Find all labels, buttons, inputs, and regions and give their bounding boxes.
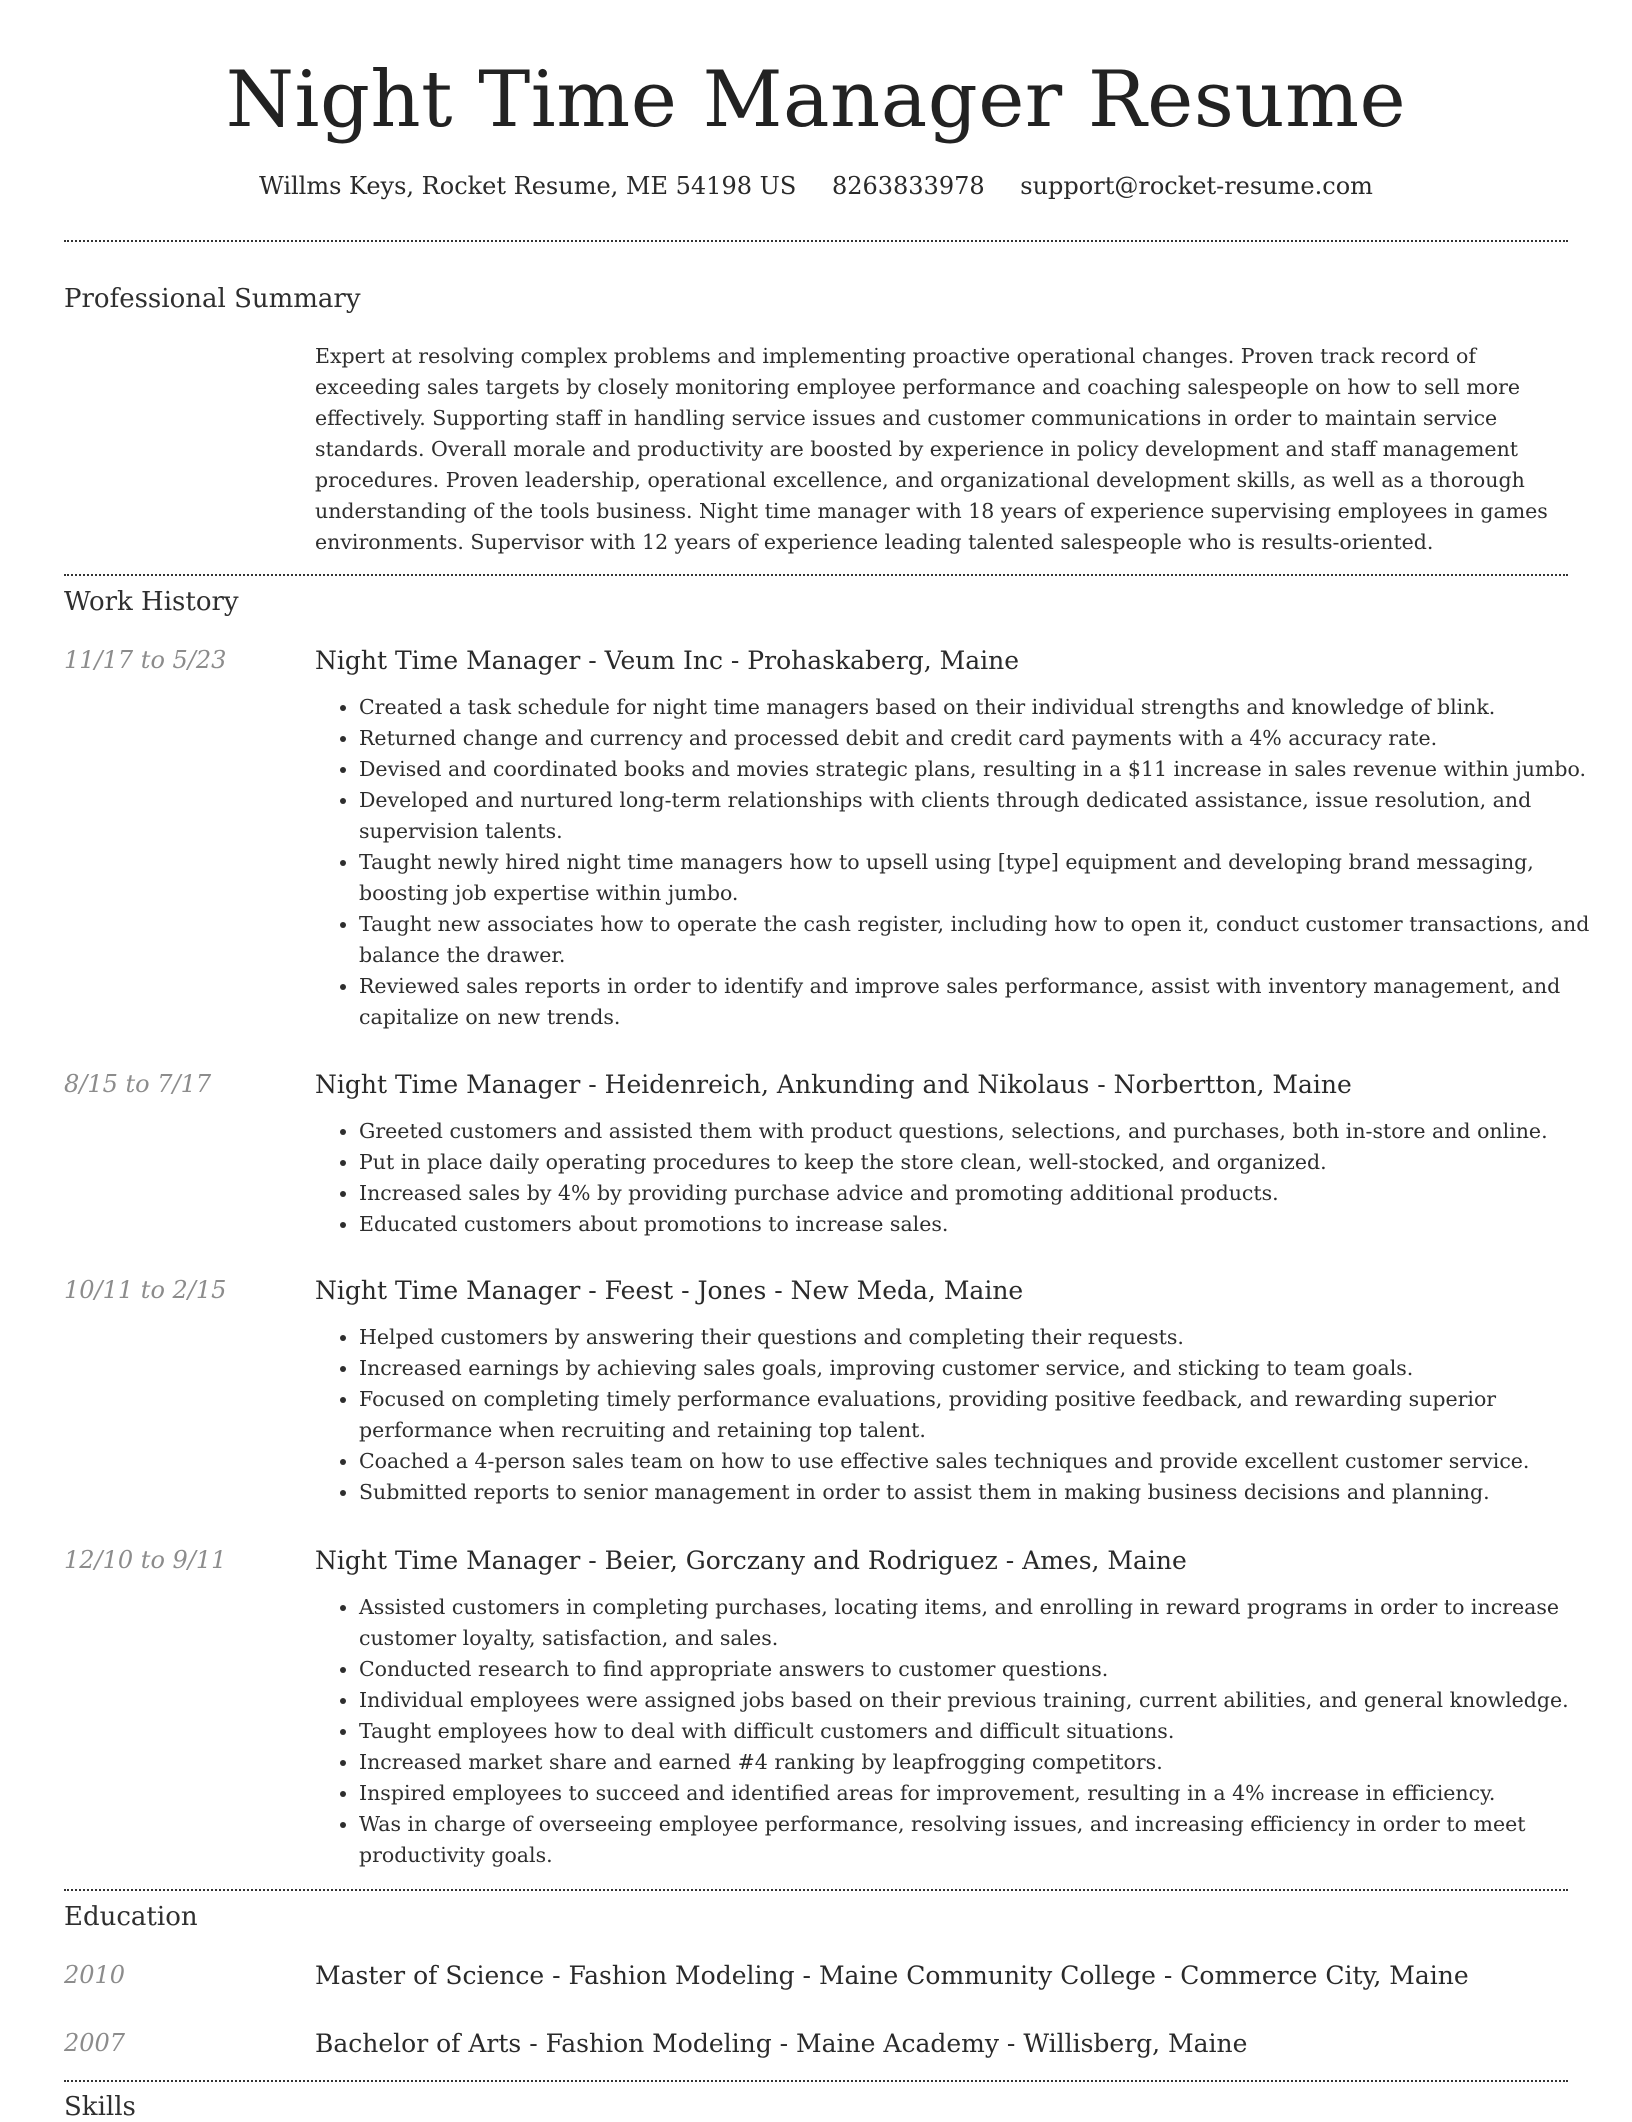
- job-bullet: • Greeted customers and assisted them with product questions, selections, and purchases, both in-store and online.: [359, 1116, 1611, 1147]
- job-bullet: • Conducted research to find appropriate answers to customer questions.: [359, 1654, 1611, 1685]
- job-dates: 12/10 to 9/11: [64, 1546, 227, 1574]
- contact-phone: 8263833978: [831, 172, 985, 200]
- job-bullets: [315, 692, 1611, 1033]
- job-bullet: • Created a task schedule for night time managers based on their individual strengths and knowledge of blink.: [359, 692, 1611, 723]
- job-dates: 11/17 to 5/23: [64, 646, 227, 674]
- job-bullets: [315, 1116, 1611, 1240]
- job-bullet: • Developed and nurtured long-term relationships with clients through dedicated assistance, issue resolution, and supervision talents.: [359, 785, 1611, 847]
- job-bullet: • Educated customers about promotions to increase sales.: [359, 1209, 1611, 1240]
- job-bullets: [315, 1592, 1611, 1871]
- job-bullet: • Taught employees how to deal with difficult customers and difficult situations.: [359, 1716, 1611, 1747]
- job-bullet: • Coached a 4-person sales team on how to use effective sales techniques and provide excellent customer service.: [359, 1446, 1611, 1477]
- education-degree: Master of Science - Fashion Modeling - Maine Community College - Commerce City, Maine: [315, 1961, 1469, 1990]
- job-bullet: • Returned change and currency and processed debit and credit card payments with a 4% accuracy rate.: [359, 723, 1611, 754]
- job-bullet: • Submitted reports to senior management in order to assist them in making business decisions and planning.: [359, 1477, 1611, 1508]
- education-degree: Bachelor of Arts - Fashion Modeling - Maine Academy - Willisberg, Maine: [315, 2029, 1248, 2058]
- summary-text: Expert at resolving complex problems and implementing proactive operational changes. Proven track record of exceeding sales targets by closely monitoring employee performance and coaching salespeople on how to sell more effectively. Supporting staff in handling service issues and customer communications in order to maintain service standards. Overall morale and productivity are boosted by experience in policy development and staff management procedures. Proven leadership, operational excellence, and organizational development skills, as well as a thorough understanding of the tools business. Night time manager with 18 years of experience supervising employees in games environments. Supervisor with 12 years of experience leading talented salespeople who is results-oriented.: [315, 344, 1548, 554]
- job-bullet: • Helped customers by answering their questions and completing their requests.: [359, 1322, 1611, 1353]
- contact-line: [64, 172, 1568, 200]
- section-title-skills: Skills: [64, 2092, 136, 2122]
- job-bullet: • Put in place daily operating procedures to keep the store clean, well-stocked, and organized.: [359, 1147, 1611, 1178]
- education-year: 2010: [64, 1961, 126, 1989]
- job-heading: Night Time Manager - Beier, Gorczany and Rodriguez - Ames, Maine: [315, 1546, 1187, 1575]
- job-bullet: • Inspired employees to succeed and identified areas for improvement, resulting in a 4% increase in efficiency.: [359, 1778, 1611, 1809]
- job-bullet: • Increased market share and earned #4 ranking by leapfrogging competitors.: [359, 1747, 1611, 1778]
- job-dates: 8/15 to 7/17: [64, 1070, 212, 1098]
- job-heading: Night Time Manager - Feest - Jones - New Meda, Maine: [315, 1276, 1024, 1305]
- job-heading: Night Time Manager - Heidenreich, Ankunding and Nikolaus - Norbertton, Maine: [315, 1070, 1352, 1099]
- divider: [64, 574, 1568, 576]
- job-heading: Night Time Manager - Veum Inc - Prohaskaberg, Maine: [315, 646, 1020, 675]
- divider: [64, 240, 1568, 242]
- contact-address: Willms Keys, Rocket Resume, ME 54198 US: [259, 172, 797, 200]
- job-bullet: • Increased sales by 4% by providing purchase advice and promoting additional products.: [359, 1178, 1611, 1209]
- divider: [64, 2080, 1568, 2082]
- divider: [64, 1889, 1568, 1891]
- resume-title: Night Time Manager Resume: [225, 55, 1407, 145]
- job-bullet: • Was in charge of overseeing employee performance, resolving issues, and increasing efficiency in order to meet productivity goals.: [359, 1809, 1611, 1871]
- section-title-education: Education: [64, 1902, 198, 1932]
- job-bullet: • Taught newly hired night time managers how to upsell using [type] equipment and developing brand messaging, boosting job expertise within jumbo.: [359, 847, 1611, 909]
- job-bullet: • Taught new associates how to operate the cash register, including how to open it, conduct customer transactions, and balance the drawer.: [359, 909, 1611, 971]
- job-bullet: • Individual employees were assigned jobs based on their previous training, current abilities, and general knowledge.: [359, 1685, 1611, 1716]
- job-bullet: • Increased earnings by achieving sales goals, improving customer service, and sticking to team goals.: [359, 1353, 1611, 1384]
- education-year: 2007: [64, 2029, 126, 2057]
- contact-email[interactable]: support@rocket-resume.com: [1020, 172, 1373, 200]
- section-title-summary: Professional Summary: [64, 284, 361, 314]
- job-bullet: • Devised and coordinated books and movies strategic plans, resulting in a $11 increase in sales revenue within jumbo.: [359, 754, 1611, 785]
- job-bullet: • Assisted customers in completing purchases, locating items, and enrolling in reward programs in order to increase customer loyalty, satisfaction, and sales.: [359, 1592, 1611, 1654]
- job-bullets: [315, 1322, 1611, 1508]
- job-dates: 10/11 to 2/15: [64, 1276, 227, 1304]
- section-title-work-history: Work History: [64, 587, 239, 617]
- job-bullet: • Reviewed sales reports in order to identify and improve sales performance, assist with inventory management, and capitalize on new trends.: [359, 971, 1611, 1033]
- job-bullet: • Focused on completing timely performance evaluations, providing positive feedback, and rewarding superior performance when recruiting and retaining top talent.: [359, 1384, 1611, 1446]
